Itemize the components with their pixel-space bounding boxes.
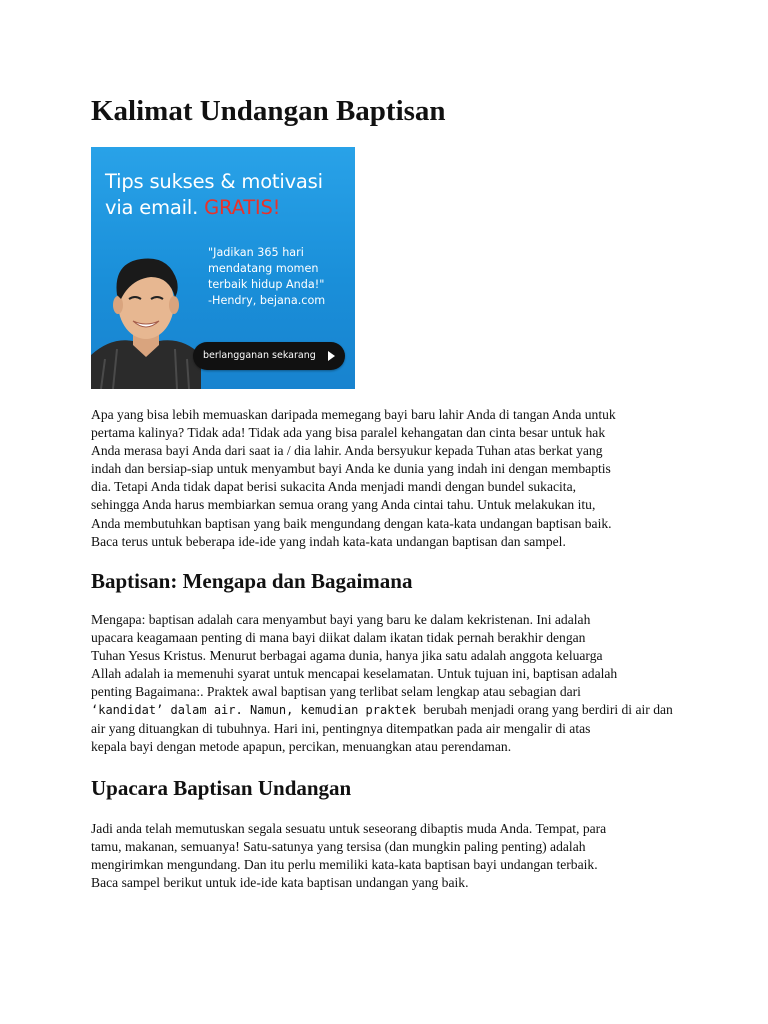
- section-1-paragraph: [91, 611, 681, 756]
- banner-headline-line-1: Tips sukses & motivasi: [105, 170, 323, 193]
- section-heading-why-how: Baptisan: Mengapa dan Bagaimana: [91, 569, 413, 593]
- banner-headline-line-2: [105, 195, 323, 221]
- intro-line-8: Baca terus untuk beberapa ide-ide yang indah kata-kata undangan baptisan dan sampel.: [91, 533, 566, 549]
- section-2-line-3: mengirimkan mengundang. Dan itu perlu memiliki kata-kata baptisan bayi undangan terbaik.: [91, 857, 598, 873]
- section-1-line-6-mono: ‘kandidat’ dalam air. Namun, kemudian praktek: [91, 703, 424, 718]
- intro-line-4: indah dan bersiap-siap untuk menyambut bayi Anda ke dunia yang indah ini dengan membaptis: [91, 461, 611, 477]
- banner-quote: [208, 245, 325, 309]
- section-1-line-2: upacara keagamaan penting di mana bayi diikat dalam ikatan tidak pernah berakhir dengan: [91, 630, 586, 646]
- intro-line-1: Apa yang bisa lebih memuaskan daripada memegang bayi baru lahir Anda di tangan Anda untuk: [91, 407, 616, 422]
- intro-line-5: dia. Tetapi Anda tidak dapat berisi sukacita Anda menjadi mandi dengan bundel sukacita,: [91, 479, 577, 495]
- intro-line-3: Anda merasa bayi Anda dari saat ia / dia lahir. Anda bersyukur kepada Tuhan atas berkat yang: [91, 443, 603, 459]
- section-1-line-8: kepala bayi dengan metode apapun, percikan, menuangkan atau perendaman.: [91, 738, 512, 754]
- banner-quote-line-3: terbaik hidup Anda!": [208, 278, 325, 291]
- banner-quote-line-4: -Hendry, bejana.com: [208, 294, 326, 307]
- intro-line-6: sehingga Anda harus membiarkan semua orang yang Anda cintai tahu. Untuk melakukan itu,: [91, 497, 596, 513]
- section-1-line-4: Allah adalah ia memenuhi syarat untuk mencapai keselamatan. Untuk tujuan ini, baptisan adalah: [91, 666, 618, 682]
- section-2-line-2: tamu, makanan, semuanya! Satu-satunya yang tersisa (dan mungkin paling penting) adalah: [91, 839, 586, 855]
- subscribe-button-label: berlangganan sekarang: [203, 350, 316, 361]
- section-2-line-4: Baca sampel berikut untuk ide-ide kata baptisan undangan yang baik.: [91, 875, 469, 891]
- banner-quote-line-1: "Jadikan 365 hari: [208, 246, 304, 259]
- intro-paragraph: [91, 406, 681, 551]
- banner-headline-prefix: via email.: [105, 196, 205, 219]
- banner-free-highlight: GRATIS!: [204, 196, 281, 219]
- intro-line-7: Anda membutuhkan baptisan yang baik mengundang dengan kata-kata undangan baptisan baik.: [91, 515, 612, 531]
- newsletter-banner-ad[interactable]: [91, 147, 355, 389]
- intro-line-2: pertama kalinya? Tidak ada! Tidak ada yang bisa paralel kehangatan dan cinta besar untuk hak: [91, 425, 606, 441]
- section-heading-ceremony: Upacara Baptisan Undangan: [91, 776, 352, 800]
- section-1-line-1: Mengapa: baptisan adalah cara menyambut bayi yang baru ke dalam kekristenan. Ini adalah: [91, 612, 591, 627]
- person-photo: [91, 237, 201, 389]
- banner-quote-line-2: mendatang momen: [208, 262, 319, 275]
- section-1-line-5: penting Bagaimana:. Praktek awal baptisan yang terlibat selam lengkap atau sebagian dari: [91, 684, 581, 700]
- subscribe-button[interactable]: [193, 342, 345, 370]
- section-2-paragraph: [91, 820, 681, 892]
- section-2-line-1: Jadi anda telah memutuskan segala sesuatu untuk seseorang dibaptis muda Anda. Tempat, para: [91, 821, 607, 836]
- banner-headline: [105, 169, 323, 221]
- section-1-line-3: Tuhan Yesus Kristus. Menurut berbagai agama dunia, hanya jika satu adalah anggota keluarga: [91, 648, 603, 664]
- section-1-line-6: berubah menjadi orang yang berdiri di air dan: [423, 702, 673, 718]
- page-title: Kalimat Undangan Baptisan: [91, 95, 446, 127]
- play-arrow-icon: [328, 351, 335, 361]
- section-1-line-7: air yang dituangkan di tubuhnya. Hari ini, pentingnya ditempatkan pada air mengalir di atas: [91, 720, 591, 736]
